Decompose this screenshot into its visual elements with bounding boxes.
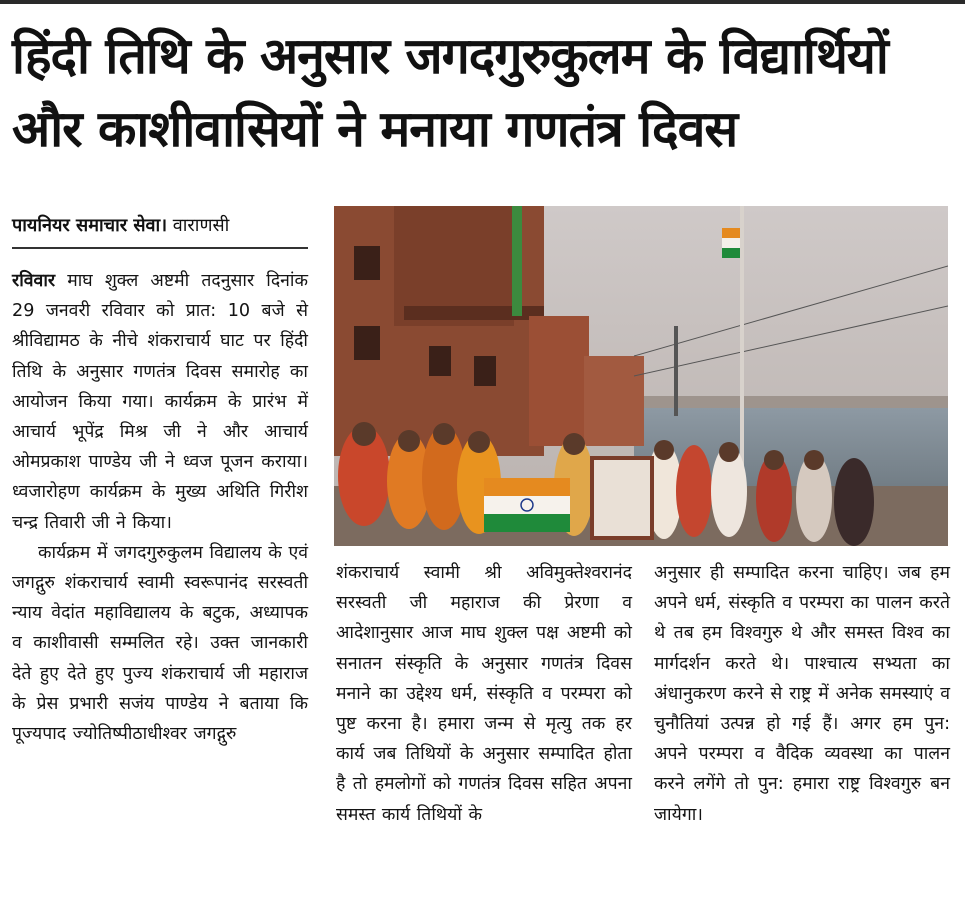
window: [429, 346, 451, 376]
headline: [12, 20, 957, 166]
utility-pole: [674, 326, 678, 416]
column-1-paragraph-2: कार्यक्रम में जगदगुरुकुलम विद्यालय के एवं जगद्गुरु शंकराचार्य स्वामी स्वरूपानंद सरस्वती न्याय वेदांत महाविद्यालय के बटुक, अध्यापक व काशीवासी सम्मलित रहे। उक्त जानकारी देते हुए देते हुए पुज्य शंकराचार्य जी महाराज के प्रेस प्रभारी सजंय पाण्डेय ने बताया कि पूज्यपाद ज्योतिष्पीठाधीश्वर जगद्गुरु: [12, 542, 308, 745]
framed-picture: [592, 458, 652, 538]
column-3-text: अनुसार ही सम्पादित करना चाहिए। जब हम अपने धर्म, संस्कृति व परम्परा का पालन करते थे तब हम विश्वगुरु थे और समस्त विश्व का मार्गदर्शन करते थे। पाश्चात्य सभ्यता का अंधानुकरण करने से राष्ट्र में अनेक समस्याएं व चुनौतियां उत्पन्न हो गई हैं। अगर हम पुन: अपने परम्परा व वैदिक व्यवस्था का पालन करने लगेंगे तो पुन: हमारा राष्ट्र विश्वगुरु बन जायेगा।: [654, 563, 950, 825]
top-rule: [0, 0, 965, 4]
building-balcony: [404, 306, 544, 320]
news-photo: [334, 206, 948, 546]
crowd-figure: [468, 431, 490, 453]
flag-saffron: [722, 228, 740, 238]
green-pole: [512, 206, 522, 316]
byline-rule: [12, 247, 308, 249]
byline-source: पायनियर समाचार सेवा।: [12, 215, 168, 236]
byline-city: वाराणसी: [172, 215, 230, 236]
headline-line-2: और काशीवासियों ने मनाया गणतंत्र दिवस: [12, 100, 738, 158]
far-bank: [634, 396, 948, 408]
crowd-figure: [764, 450, 784, 470]
crowd-figure: [563, 433, 585, 455]
column-3: [654, 558, 950, 830]
column-1-paragraph-1: [12, 266, 308, 538]
news-photo-illustration: [334, 206, 948, 546]
crowd-figure: [433, 423, 455, 445]
column-2: [336, 558, 632, 830]
crowd-figure: [676, 445, 712, 537]
crowd-figure: [352, 422, 376, 446]
building-far: [584, 356, 644, 446]
flag-white: [722, 238, 740, 248]
byline: [12, 213, 308, 239]
held-flag-green: [484, 514, 570, 532]
window: [354, 246, 380, 280]
dateline-lead: रविवार: [12, 271, 56, 291]
crowd-figure: [804, 450, 824, 470]
building-right: [529, 316, 589, 446]
crowd-figure: [834, 458, 874, 546]
crowd-figure: [719, 442, 739, 462]
column-1: [12, 266, 308, 749]
column-1-paragraph-1-text: माघ शुक्ल अष्टमी तदनुसार दिनांक 29 जनवरी रविवार को प्रात: 10 बजे से श्रीविद्यामठ के नीचे शंकराचार्य घाट पर हिंदी तिथि के अनुसार गणतंत्र दिवस समारोह का आयोजन किया गया। कार्यक्रम के प्रारंभ में आचार्य भूपेंद्र मिश्र जी ने और आचार्य ओमप्रकाश पाण्डेय जी ने ध्वज पूजन कराया। ध्वजारोहण कार्यक्रम के मुख्य अथिति गिरीश चन्द्र तिवारी जी ने किया।: [12, 271, 309, 533]
crowd-figure: [398, 430, 420, 452]
held-flag-saffron: [484, 478, 570, 496]
headline-line-1: हिंदी तिथि के अनुसार जगदगुरुकुलम के विद्यार्थियों: [12, 27, 888, 85]
column-2-text: शंकराचार्य स्वामी श्री अविमुक्तेश्वरानंद सरस्वती जी महाराज की प्रेरणा व आदेशानुसार आज माघ शुक्ल पक्ष अष्टमी को सनातन संस्कृति के अनुसार गणतंत्र दिवस मनाने का उद्देश्य धर्म, संस्कृति व परम्परा को पुष्ट करना है। हमारा जन्म से मृत्यु तक हर कार्य जब तिथियों के अनुसार सम्पादित होता है तो हमलोगों को गणतंत्र दिवस सहित अपना समस्त कार्य तिथियों के: [336, 563, 632, 825]
flag-green: [722, 248, 740, 258]
window: [354, 326, 380, 360]
flag-pole: [740, 206, 744, 496]
crowd-figure: [654, 440, 674, 460]
window: [474, 356, 496, 386]
